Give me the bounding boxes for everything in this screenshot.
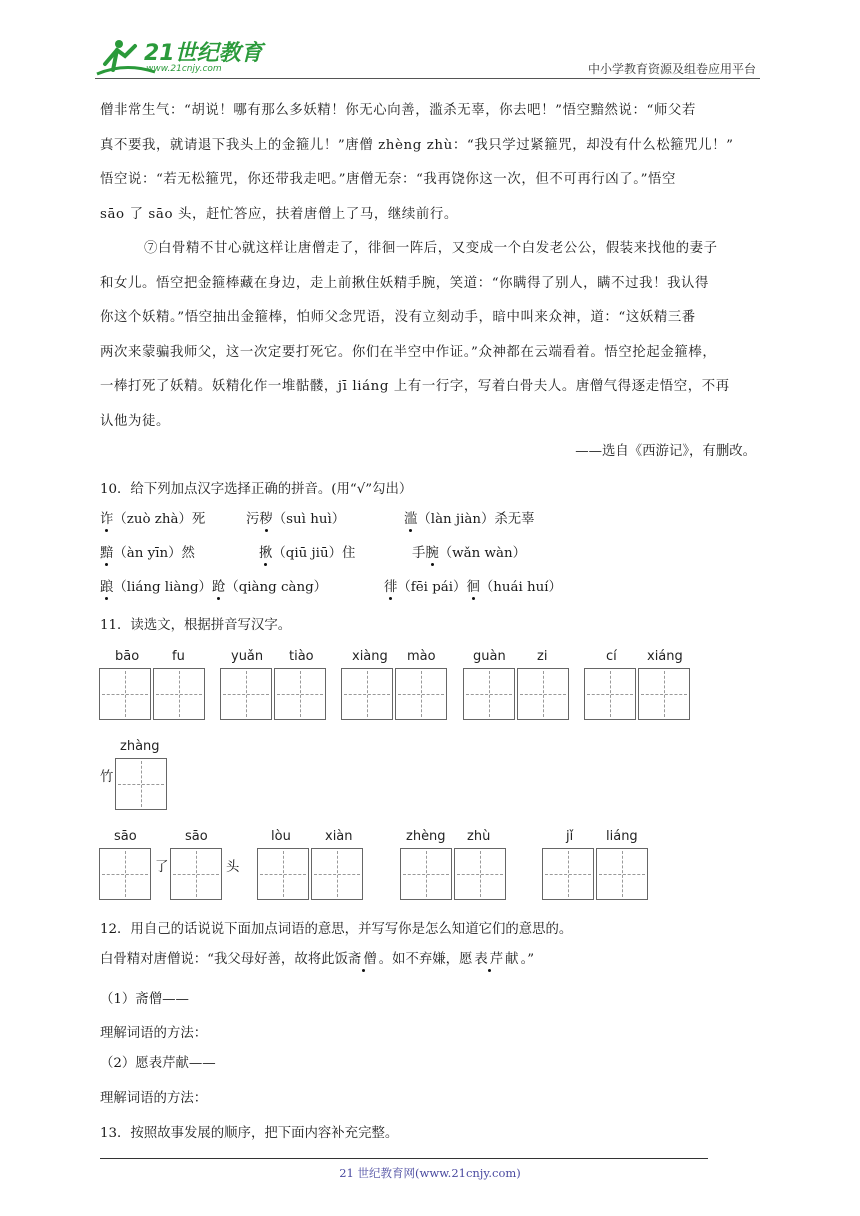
q10-item: 黯（àn yīn）然	[100, 546, 195, 561]
writing-box[interactable]	[542, 848, 594, 900]
q10-title: 10．给下列加点汉字选择正确的拼音。(用“√”勾出）	[100, 482, 413, 497]
writing-box[interactable]	[463, 668, 515, 720]
q12-item1: （1）斋僧——	[100, 992, 189, 1007]
pinyin: cí	[606, 649, 617, 664]
passage-line: 一棒打死了妖精。妖精化作一堆骷髅，jī liáng 上有一行字，写着白骨夫人。唐僧气得逐走悟空，不再	[100, 379, 730, 394]
q10-item: 揪（qiū jiū）住	[259, 546, 356, 561]
char-filler: 了	[155, 860, 169, 875]
writing-box[interactable]	[257, 848, 309, 900]
q10-item: 徘（fēi pái）徊（huái huí）	[384, 580, 562, 595]
passage-line: sāo 了 sāo 头，赶忙答应，扶着唐僧上了马，继续前行。	[100, 206, 458, 222]
writing-box[interactable]	[99, 848, 151, 900]
writing-box[interactable]	[395, 668, 447, 720]
q10-item: 踉（liáng liàng）跄（qiàng càng）	[100, 580, 328, 595]
q12-title: 12．用自己的话说说下面加点词语的意思，并写写你是怎么知道它们的意思的。	[100, 922, 573, 937]
writing-box[interactable]	[400, 848, 452, 900]
pinyin: guàn	[473, 649, 506, 664]
footer-divider	[100, 1158, 708, 1159]
pinyin: zi	[537, 649, 548, 664]
pinyin: zhàng	[120, 739, 160, 754]
footer-text: 21 世纪教育网(www.21cnjy.com)	[339, 1166, 521, 1180]
pinyin: yuǎn	[231, 649, 264, 664]
pinyin: fu	[172, 649, 185, 664]
source-citation: ——选自《西游记》，有删改。	[575, 444, 756, 459]
writing-box[interactable]	[341, 668, 393, 720]
passage-line: 和女儿。悟空把金箍棒藏在身边，走上前揪住妖精手腕，笑道：“你瞒得了别人，瞒不过我！我认得	[100, 275, 710, 291]
pinyin: tiào	[289, 649, 314, 664]
q12-quote: 白骨精对唐僧说：“我父母好善，故将此饭斋僧。如不弃嫌，愿表芹献。”	[100, 952, 535, 967]
passage-line: ⑦白骨精不甘心就这样让唐僧走了，徘徊一阵后，又变成一个白发老公公，假装来找他的妻子	[144, 241, 718, 256]
writing-box[interactable]	[170, 848, 222, 900]
pinyin: jǐ	[566, 829, 574, 844]
writing-box[interactable]	[153, 668, 205, 720]
pinyin: xiáng	[647, 649, 683, 664]
writing-box[interactable]	[584, 668, 636, 720]
q10-item: 手腕（wǎn wàn）	[412, 546, 526, 561]
char-filler: 头	[226, 860, 240, 875]
writing-box[interactable]	[517, 668, 569, 720]
logo-url: www.21cnjy.com	[146, 64, 222, 74]
q13-title: 13．按照故事发展的顺序，把下面内容补充完整。	[100, 1126, 399, 1141]
pinyin: xiàn	[325, 829, 353, 844]
passage-line: 你这个妖精。”悟空抽出金箍棒，怕师父念咒语，没有立刻动手，暗中叫来众神，道：“这妖精三番	[100, 310, 696, 325]
q10-item: 诈（zuò zhà）死	[100, 512, 206, 527]
passage	[100, 94, 760, 439]
writing-box[interactable]	[115, 758, 167, 810]
q12-method2: 理解词语的方法：	[100, 1091, 208, 1106]
passage-line: 认他为徒。	[100, 413, 170, 429]
passage-line: 真不要我，就请退下我头上的金箍儿！”唐僧 zhèng zhù：“我只学过紧箍咒，却没有什么松箍咒儿！”	[100, 137, 734, 153]
writing-box[interactable]	[311, 848, 363, 900]
passage-line: 两次来蒙骗我师父，这一次定要打死它。你们在半空中作证。”众神都在云端看着。悟空抡起金箍棒，	[100, 344, 717, 360]
q12-method1: 理解词语的方法：	[100, 1026, 208, 1041]
char-prefix: 竹	[100, 770, 114, 785]
writing-box[interactable]	[638, 668, 690, 720]
writing-box[interactable]	[99, 668, 151, 720]
pinyin: mào	[407, 649, 436, 664]
pinyin: sāo	[114, 829, 137, 844]
passage-line: 悟空说：“若无松箍咒，你还带我走吧。”唐僧无奈：“我再饶你这一次，但不可再行凶了。”悟空	[100, 172, 677, 187]
writing-box[interactable]	[220, 668, 272, 720]
q12-item2: （2）愿表芹献——	[100, 1056, 216, 1071]
q10-item: 滥（làn jiàn）杀无辜	[404, 512, 535, 527]
pinyin: zhèng	[406, 829, 446, 844]
logo-text: 21世纪教育	[144, 41, 263, 66]
pinyin: bāo	[115, 649, 140, 664]
pinyin: zhù	[467, 829, 491, 844]
writing-box[interactable]	[454, 848, 506, 900]
pinyin: xiàng	[352, 649, 388, 664]
pinyin: sāo	[185, 829, 208, 844]
passage-line: 僧非常生气：“胡说！哪有那么多妖精！你无心向善，滥杀无辜，你去吧！”悟空黯然说：“师父若	[100, 103, 696, 118]
platform-name: 中小学教育资源及组卷应用平台	[587, 62, 756, 76]
pinyin: liáng	[606, 829, 638, 844]
pinyin: lòu	[271, 829, 291, 844]
header-divider	[95, 78, 760, 79]
writing-box[interactable]	[274, 668, 326, 720]
writing-box[interactable]	[596, 848, 648, 900]
q11-title: 11．读选文，根据拼音写汉字。	[100, 618, 292, 633]
q10-item: 污秽（suì huì）	[246, 512, 346, 527]
